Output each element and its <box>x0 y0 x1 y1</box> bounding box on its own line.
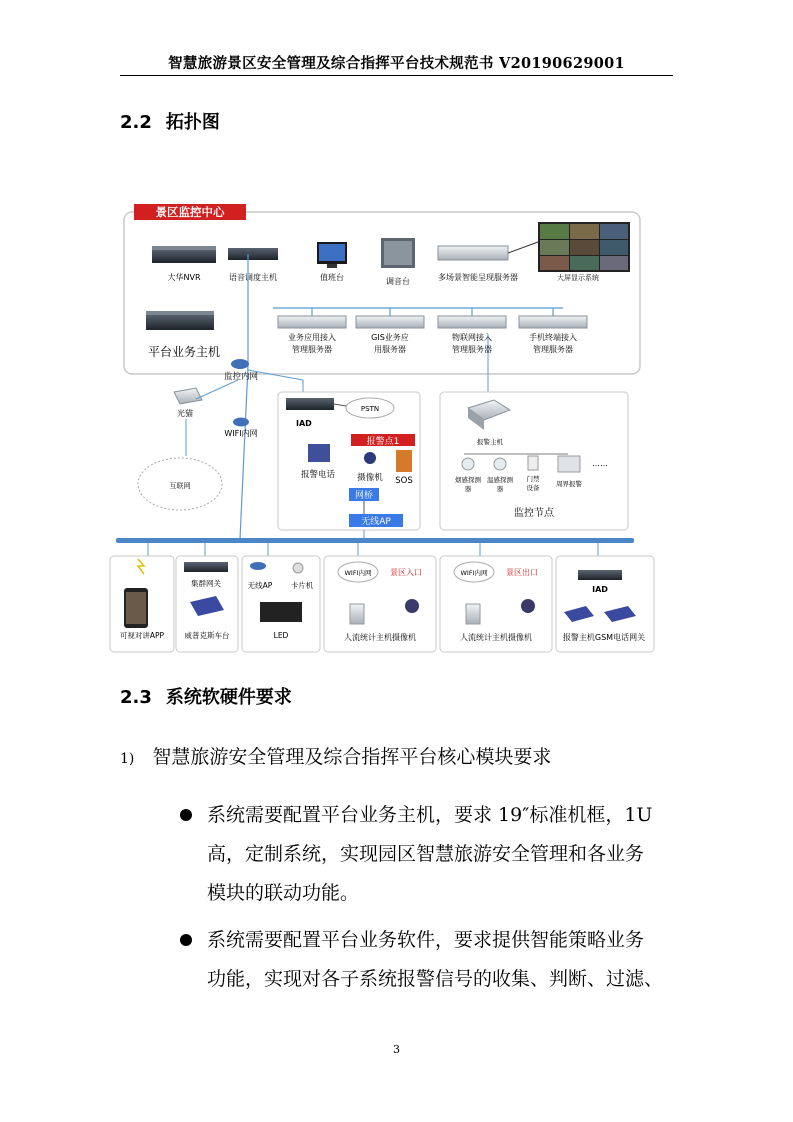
perimeter-label: 周界报警 <box>556 480 582 488</box>
nvr-label: 大华NVR <box>167 273 201 282</box>
camera-label: 摄像机 <box>357 473 383 483</box>
list-item-text: 智慧旅游安全管理及综合指挥平台核心模块要求 <box>152 746 552 768</box>
bullet-icon <box>178 931 198 951</box>
ap-icon <box>250 562 266 570</box>
monitor-node-label: 监控节点 <box>514 508 554 519</box>
perimeter-alarm-icon <box>558 456 580 472</box>
alarm-host-label: 报警主机 <box>477 438 503 446</box>
paragraph-line: 模块的联动功能。 <box>207 882 360 904</box>
bigscreen-device <box>538 222 630 272</box>
exit-label: 景区出口 <box>506 568 538 577</box>
main-network-pipe <box>116 538 634 543</box>
led-screen <box>260 602 302 622</box>
counter1-label: 人流统计主机摄像机 <box>344 633 416 642</box>
nvr-device <box>152 246 216 263</box>
heat-label-2: 器 <box>496 485 504 493</box>
gis-server-device <box>356 316 424 328</box>
section-number: 2.3 <box>120 687 152 708</box>
monitor-net-label: 监控内网 <box>223 372 259 382</box>
pstn-label: PSTN <box>360 405 380 413</box>
biz-server-device <box>278 316 346 328</box>
multiscene-label: 多场景智能呈现服务器 <box>438 273 518 282</box>
iad-device <box>286 398 334 410</box>
smoke-label-2: 器 <box>464 485 472 493</box>
voice-host-device <box>228 248 278 260</box>
heat-detector-icon <box>494 458 506 470</box>
mobile-label-1: 手机终端接入 <box>529 333 577 342</box>
topology-diagram <box>108 194 656 656</box>
entrance-label: 景区入口 <box>390 568 422 577</box>
paragraph-line: 高，定制系统，实现园区智慧旅游安全管理和各业务 <box>207 843 645 865</box>
duty-label: 值班台 <box>320 273 344 282</box>
list-item-1 <box>120 742 551 769</box>
more-devices-label: …… <box>592 459 608 468</box>
paragraph-line: 系统需要配置平台业务主机，要求 19″标准机框，1U <box>207 804 653 826</box>
bullet-paragraph-2 <box>207 921 677 999</box>
bullet-paragraph-1 <box>207 796 677 913</box>
door-label-2: 设备 <box>526 484 540 492</box>
bridge-label: 网桥 <box>354 491 374 501</box>
counter-camera-2 <box>521 599 535 613</box>
alarm-point-label: 报警点1 <box>366 437 400 447</box>
page-number: 3 <box>393 1043 400 1056</box>
internet-label: 互联网 <box>169 482 191 490</box>
section-heading-2-3 <box>120 683 292 709</box>
gsm-label: 报警主机GSM电话网关 <box>562 633 646 642</box>
wifi-in1-label: WIFI内网 <box>344 569 372 577</box>
sos-device <box>396 450 412 472</box>
monitor-net-router-icon <box>231 359 249 369</box>
header-rule <box>120 75 673 76</box>
camera-icon <box>364 452 376 464</box>
cluster-gw-label: 集群网关 <box>191 579 221 588</box>
paragraph-line: 系统需要配置平台业务软件，要求提供智能策略业务 <box>207 929 645 951</box>
mixer-label: 调音台 <box>386 277 410 286</box>
biz-label-2: 管理服务器 <box>292 345 332 354</box>
gis-label-2: 用服务器 <box>374 345 406 354</box>
wifi-in2-label: WIFI内网 <box>460 569 488 577</box>
monitor-center-title: 景区监控中心 <box>155 205 225 219</box>
alarm-phone-device <box>308 444 330 462</box>
multiscene-server-device <box>438 246 508 260</box>
access-control-icon <box>528 456 538 470</box>
paragraph-line: 功能，实现对各子系统报警信号的收集、判断、过滤、 <box>207 968 664 990</box>
iad2-device <box>578 570 622 580</box>
wifi-net-label: WIFI内网 <box>224 429 258 438</box>
page-header: 智慧旅游景区安全管理及综合指挥平台技术规范书 V20190629001 <box>168 55 625 72</box>
bigscreen-label: 大屏显示系统 <box>557 274 599 282</box>
gis-label-1: GIS业务应 <box>371 333 409 342</box>
iot-label-2: 管理服务器 <box>452 345 492 354</box>
platform-host-device <box>146 311 214 330</box>
wifi-net-router-icon <box>233 418 249 427</box>
modem-device <box>174 388 202 404</box>
counter-camera-1 <box>405 599 419 613</box>
iot-server-device <box>438 316 506 328</box>
card-camera-icon <box>293 563 303 573</box>
wireless-ap-label: 无线AP <box>361 517 391 527</box>
smoke-label-1: 烟感探测 <box>455 476 481 484</box>
section-title: 系统软硬件要求 <box>165 687 292 708</box>
alarm-phone-label: 报警电话 <box>300 470 336 480</box>
iot-label-1: 物联网接入 <box>452 333 492 342</box>
section-number: 2.2 <box>120 112 152 133</box>
counter-host-1 <box>350 604 364 624</box>
visual-app-label: 可视对讲APP <box>119 631 165 640</box>
voice-label: 语音调度主机 <box>229 273 277 282</box>
counter2-label: 人流统计主机摄像机 <box>460 633 532 642</box>
modem-label: 光猫 <box>177 409 193 418</box>
mixer-device <box>381 238 415 268</box>
heat-label-1: 温感探测 <box>487 476 513 484</box>
list-marker: 1) <box>120 751 135 767</box>
ap2-label: 无线AP <box>247 581 273 590</box>
section-heading-2-2 <box>120 108 220 134</box>
bullet-icon <box>178 806 198 826</box>
biz-label-1: 业务应用接入 <box>288 333 336 342</box>
iad2-label: IAD <box>592 585 608 594</box>
iad-label: IAD <box>296 419 312 428</box>
door-label-1: 门禁 <box>526 475 540 483</box>
smoke-detector-icon <box>462 458 474 470</box>
mobile-label-2: 管理服务器 <box>533 345 573 354</box>
cluster-gateway-device <box>184 562 228 572</box>
led-label: LED <box>273 631 289 640</box>
mobile-server-device <box>519 316 587 328</box>
platform-host-label: 平台业务主机 <box>147 345 221 359</box>
section-title: 拓扑图 <box>165 112 220 133</box>
motorola-label: 威普克斯车台 <box>184 631 230 640</box>
sos-label: SOS <box>395 476 413 486</box>
card-label: 卡片机 <box>290 581 314 590</box>
counter-host-2 <box>466 604 480 624</box>
